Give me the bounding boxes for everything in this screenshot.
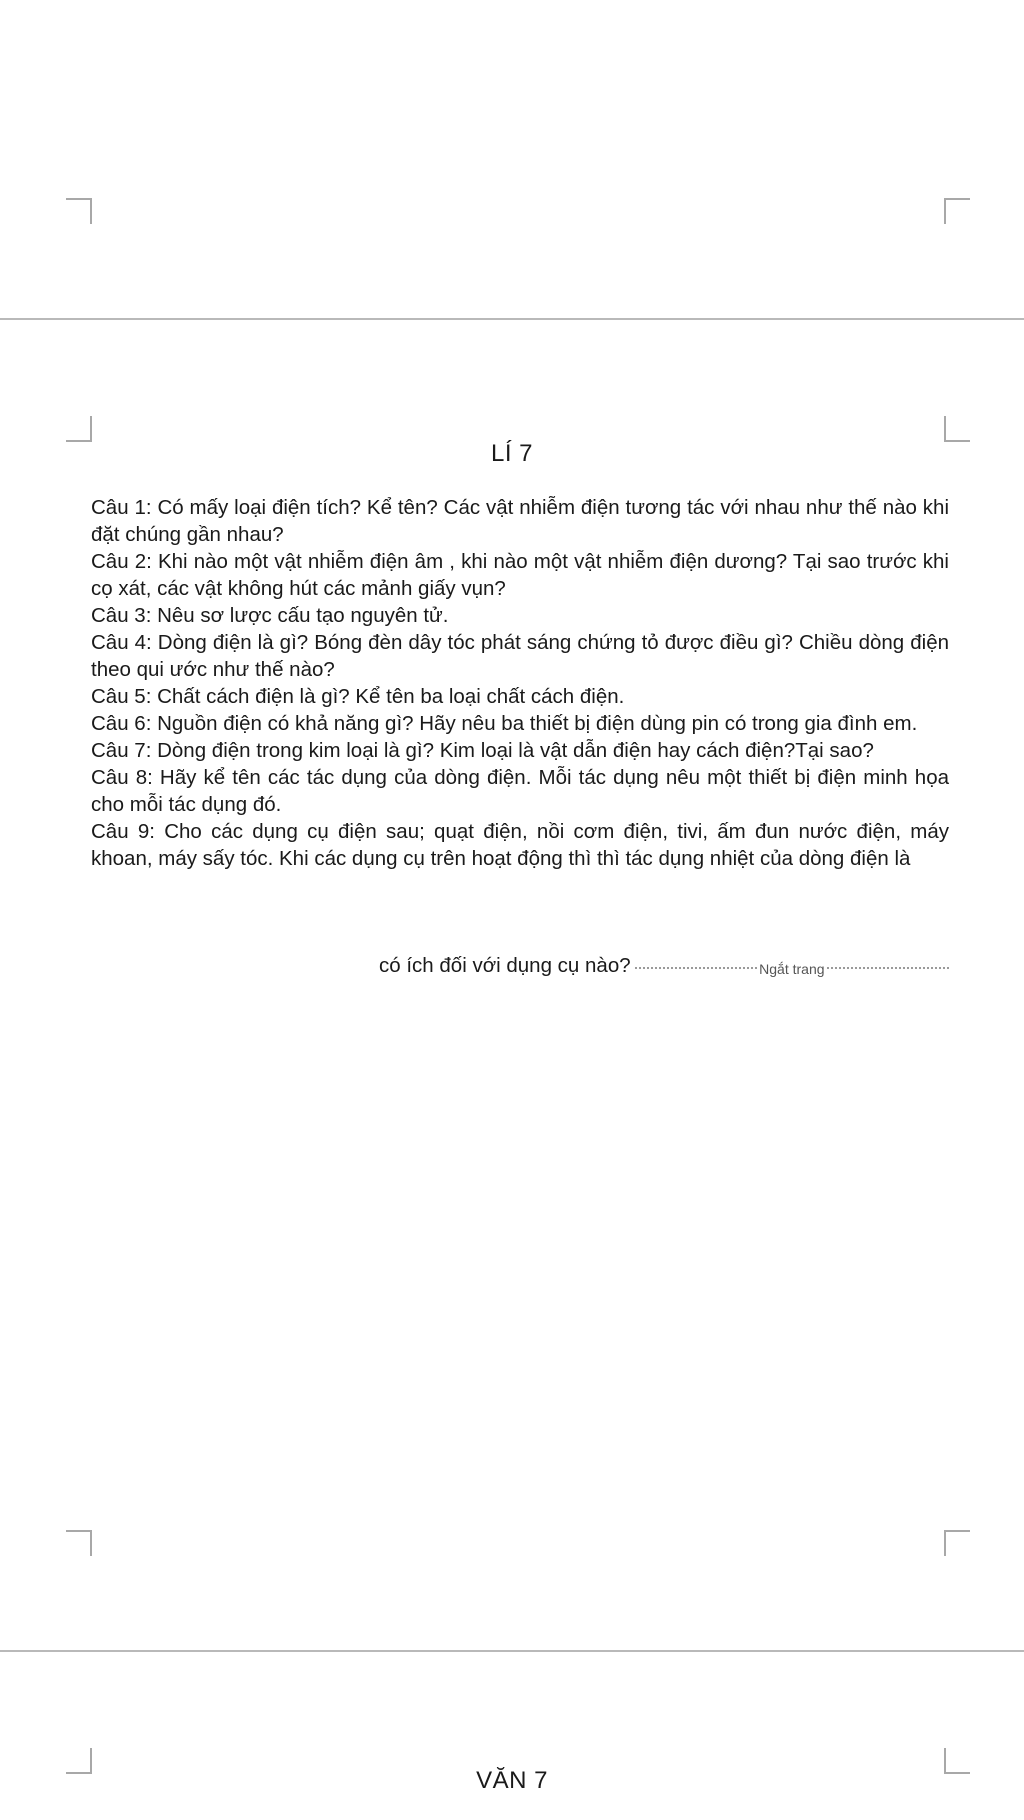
page-heading: VĂN 7 [476,1767,548,1794]
page-break-dots [635,967,758,969]
question-9-continuation [91,952,949,980]
margin-mark-top-right [944,416,970,442]
question-8: Câu 8: Hãy kể tên các tác dụng của dòng điện. Mỗi tác dụng nêu một thiết bị điện minh họa cho mỗi tác dụng đó. [91,766,949,816]
margin-mark-top-right [944,198,970,224]
page-break-dots [827,967,950,969]
margin-mark-bottom-left [66,1530,92,1556]
question-1: Câu 1: Có mấy loại điện tích? Kể tên? Các vật nhiễm điện tương tác với nhau như thế nào khi đặt chúng gần nhau? [91,496,949,546]
margin-mark-bottom-right [944,1530,970,1556]
margin-mark-top-left [66,198,92,224]
page-break-marker[interactable] [635,952,949,980]
question-4: Câu 4: Dòng điện là gì? Bóng đèn dây tóc phát sáng chứng tỏ được điều gì? Chiều dòng điện theo qui ước như thế nào? [91,631,949,681]
question-5: Câu 5: Chất cách điện là gì? Kể tên ba loại chất cách điện. [91,685,625,708]
question-6: Câu 6: Nguồn điện có khả năng gì? Hãy nêu ba thiết bị điện dùng pin có trong gia đình em. [91,712,918,735]
document-body[interactable] [91,494,949,872]
question-9-tail: có ích đối với dụng cụ nào? [379,954,631,977]
page-break-label: Ngắt trang [759,961,825,977]
page-separator [0,1650,1024,1652]
question-9: Câu 9: Cho các dụng cụ điện sau; quạt điện, nồi cơm điện, tivi, ấm đun nước điện, máy khoan, máy sấy tóc. Khi các dụng cụ trên hoạt động thì thì tác dụng nhiệt của dòng điện là [91,820,949,870]
question-3: Câu 3: Nêu sơ lược cấu tạo nguyên tử. [91,604,449,627]
margin-mark-top-left [66,416,92,442]
page-heading: LÍ 7 [490,440,534,467]
question-2: Câu 2: Khi nào một vật nhiễm điện âm , khi nào một vật nhiễm điện dương? Tại sao trước khi cọ xát, các vật không hút các mảnh giấy vụn? [91,550,949,600]
page-separator [0,318,1024,320]
question-7: Câu 7: Dòng điện trong kim loại là gì? Kim loại là vật dẫn điện hay cách điện?Tại sao? [91,739,874,762]
